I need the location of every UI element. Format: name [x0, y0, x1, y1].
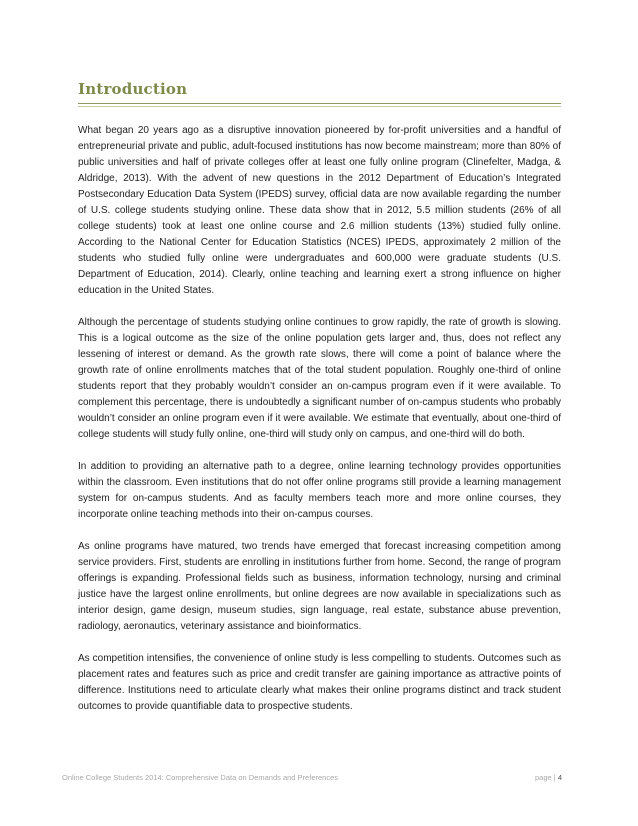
heading-rule-secondary	[78, 106, 561, 107]
footer-page-number: 4	[557, 773, 562, 782]
footer-page	[535, 773, 562, 782]
footer-page-label: page |	[535, 773, 558, 782]
footer-title: Online College Students 2014: Comprehensive Data on Demands and Preferences	[62, 773, 338, 782]
paragraph-4: As online programs have matured, two trends have emerged that forecast increasing competition among service providers. First, students are enrolling in institutions further from home. Second, the range of program offerings is expanding. Professional fields such as business, information technology, nursing and criminal justice have the largest online enrollments, but online degrees are now available in specializations such as interior design, game design, museum studies, sign language, real estate, substance abuse prevention, radiology, aeronautics, veterinary assistance and bioinformatics.	[78, 541, 562, 632]
body-text	[78, 123, 561, 731]
paragraph-2: Although the percentage of students studying online continues to grow rapidly, the rate of growth is slowing. This is a logical outcome as the size of the online population gets larger and, thus, does not reflect any lessening of interest or demand. As the growth rate slows, there will come a point of balance where the growth rate of online enrollments matches that of the total student population. Roughly one-third of online students report that they probably wouldn’t consider an on-campus program even if it were available. To complement this percentage, there is undoubtedly a significant number of on-campus students who probably wouldn’t consider an online program even if it were available. We estimate that eventually, about one-third of college students will study fully online, one-third will study only on campus, and one-third will do both.	[78, 317, 561, 440]
section-heading: Introduction	[78, 80, 188, 98]
paragraph-5: As competition intensifies, the convenience of online study is less compelling to students. Outcomes such as placement rates and features such as price and credit transfer are gaining importance as attractive points of difference. Institutions need to articulate clearly what makes their online programs distinct and track student outcomes to provide quantifiable data to prospective students.	[78, 653, 561, 712]
paragraph-1: What began 20 years ago as a disruptive innovation pioneered by for-profit universities and a handful of entrepreneurial private and public, adult-focused institutions has now become mainstream; more than 80% of public universities and half of private colleges offer at least one fully online program (Clinefelter, Madga, & Aldridge, 2013). With the advent of new questions in the 2012 Department of Education’s Integrated Postsecondary Education Data System (IPEDS) survey, official data are now available regarding the number of U.S. college students studying online. These data show that in 2012, 5.5 million students (26% of all college students) took at least one online course and 2.6 million students (13%) studied fully online. According to the National Center for Education Statistics (NCES) IPEDS, approximately 2 million of the students who studied fully online were undergraduates and 600,000 were graduate students (U.S. Department of Education, 2014). Clearly, online teaching and learning exert a strong influence on higher education in the United States.	[78, 125, 561, 296]
heading-rule	[78, 103, 561, 104]
paragraph-3: In addition to providing an alternative path to a degree, online learning technology provides opportunities within the classroom. Even institutions that do not offer online programs still provide a learning management system for on-campus students. And as faculty members teach more and more online courses, they incorporate online teaching methods into their on-campus courses.	[78, 461, 561, 520]
